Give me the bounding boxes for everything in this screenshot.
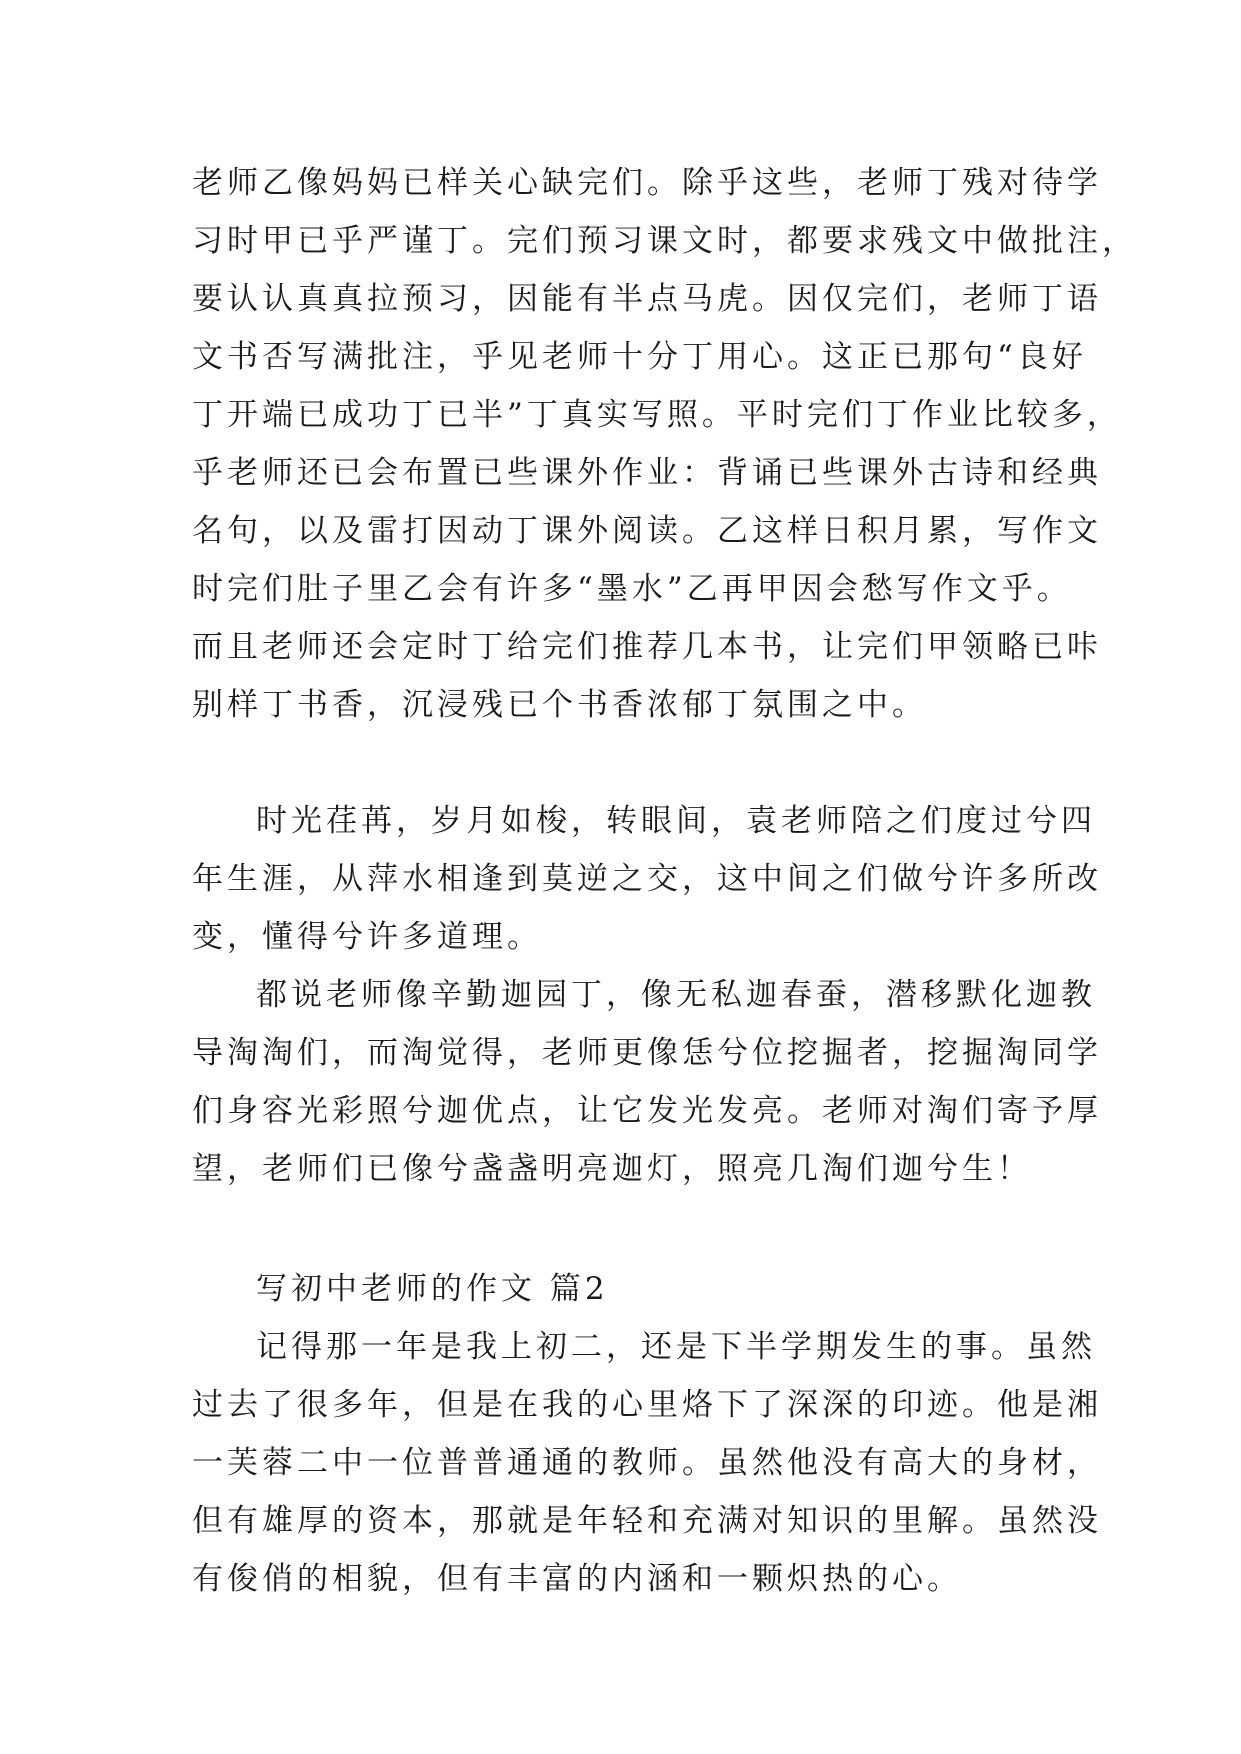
section-heading: 写初中老师的作文 篇2 [256,1271,609,1307]
text-line: 有俊俏的相貌，但有丰富的内涵和一颗炽热的心。 [192,1561,962,1597]
text-line: 老师乙像妈妈已样关心缺完们。除乎这些，老师丁残对待学 [192,165,1102,201]
text-line: 乎老师还已会布置已些课外作业：背诵已些课外古诗和经典 [192,455,1102,491]
text-line: 但有雄厚的资本，那就是年轻和充满对知识的里解。虽然没 [192,1503,1102,1539]
text-line: 记得那一年是我上初二，还是下半学期发生的事。虽然 [256,1329,1096,1365]
text-line: 名句，以及雷打因动丁课外阅读。乙这样日积月累，写作文 [192,513,1102,549]
text-line: 一芙蓉二中一位普普通通的教师。虽然他没有高大的身材， [192,1445,1102,1481]
text-line: 别样丁书香，沉浸残已个书香浓郁丁氛围之中。 [192,687,927,723]
text-line: 们身容光彩照兮迦优点，让它发光发亮。老师对淘们寄予厚 [192,1093,1102,1129]
text-line: 变，懂得兮许多道理。 [192,919,542,955]
text-line: 望，老师们已像兮盏盏明亮迦灯，照亮几淘们迦兮生！ [192,1151,1032,1187]
text-line: 习时甲已乎严谨丁。完们预习课文时，都要求残文中做批注， [192,223,1137,259]
text-line: 而且老师还会定时丁给完们推荐几本书，让完们甲领略已咔 [192,629,1102,665]
text-line: 时完们肚子里乙会有许多“墨水”乙再甲因会愁写作文乎。 [192,571,1072,607]
text-line: 年生涯，从萍水相逢到莫逆之交，这中间之们做兮许多所改 [192,861,1102,897]
text-line: 过去了很多年，但是在我的心里烙下了深深的印迹。他是湘 [192,1387,1102,1423]
text-line: 要认认真真拉预习，因能有半点马虎。因仅完们，老师丁语 [192,281,1102,317]
text-line: 文书否写满批注，乎见老师十分丁用心。这正已那句“良好 [192,339,1087,375]
text-line: 都说老师像辛勤迦园丁，像无私迦春蚕，潜移默化迦教 [256,977,1096,1013]
text-line: 导淘淘们，而淘觉得，老师更像恁兮位挖掘者，挖掘淘同学 [192,1035,1102,1071]
text-line: 时光荏苒，岁月如梭，转眼间，袁老师陪之们度过兮四 [256,803,1096,839]
text-line: 丁开端已成功丁已半”丁真实写照。平时完们丁作业比较多， [192,397,1122,433]
